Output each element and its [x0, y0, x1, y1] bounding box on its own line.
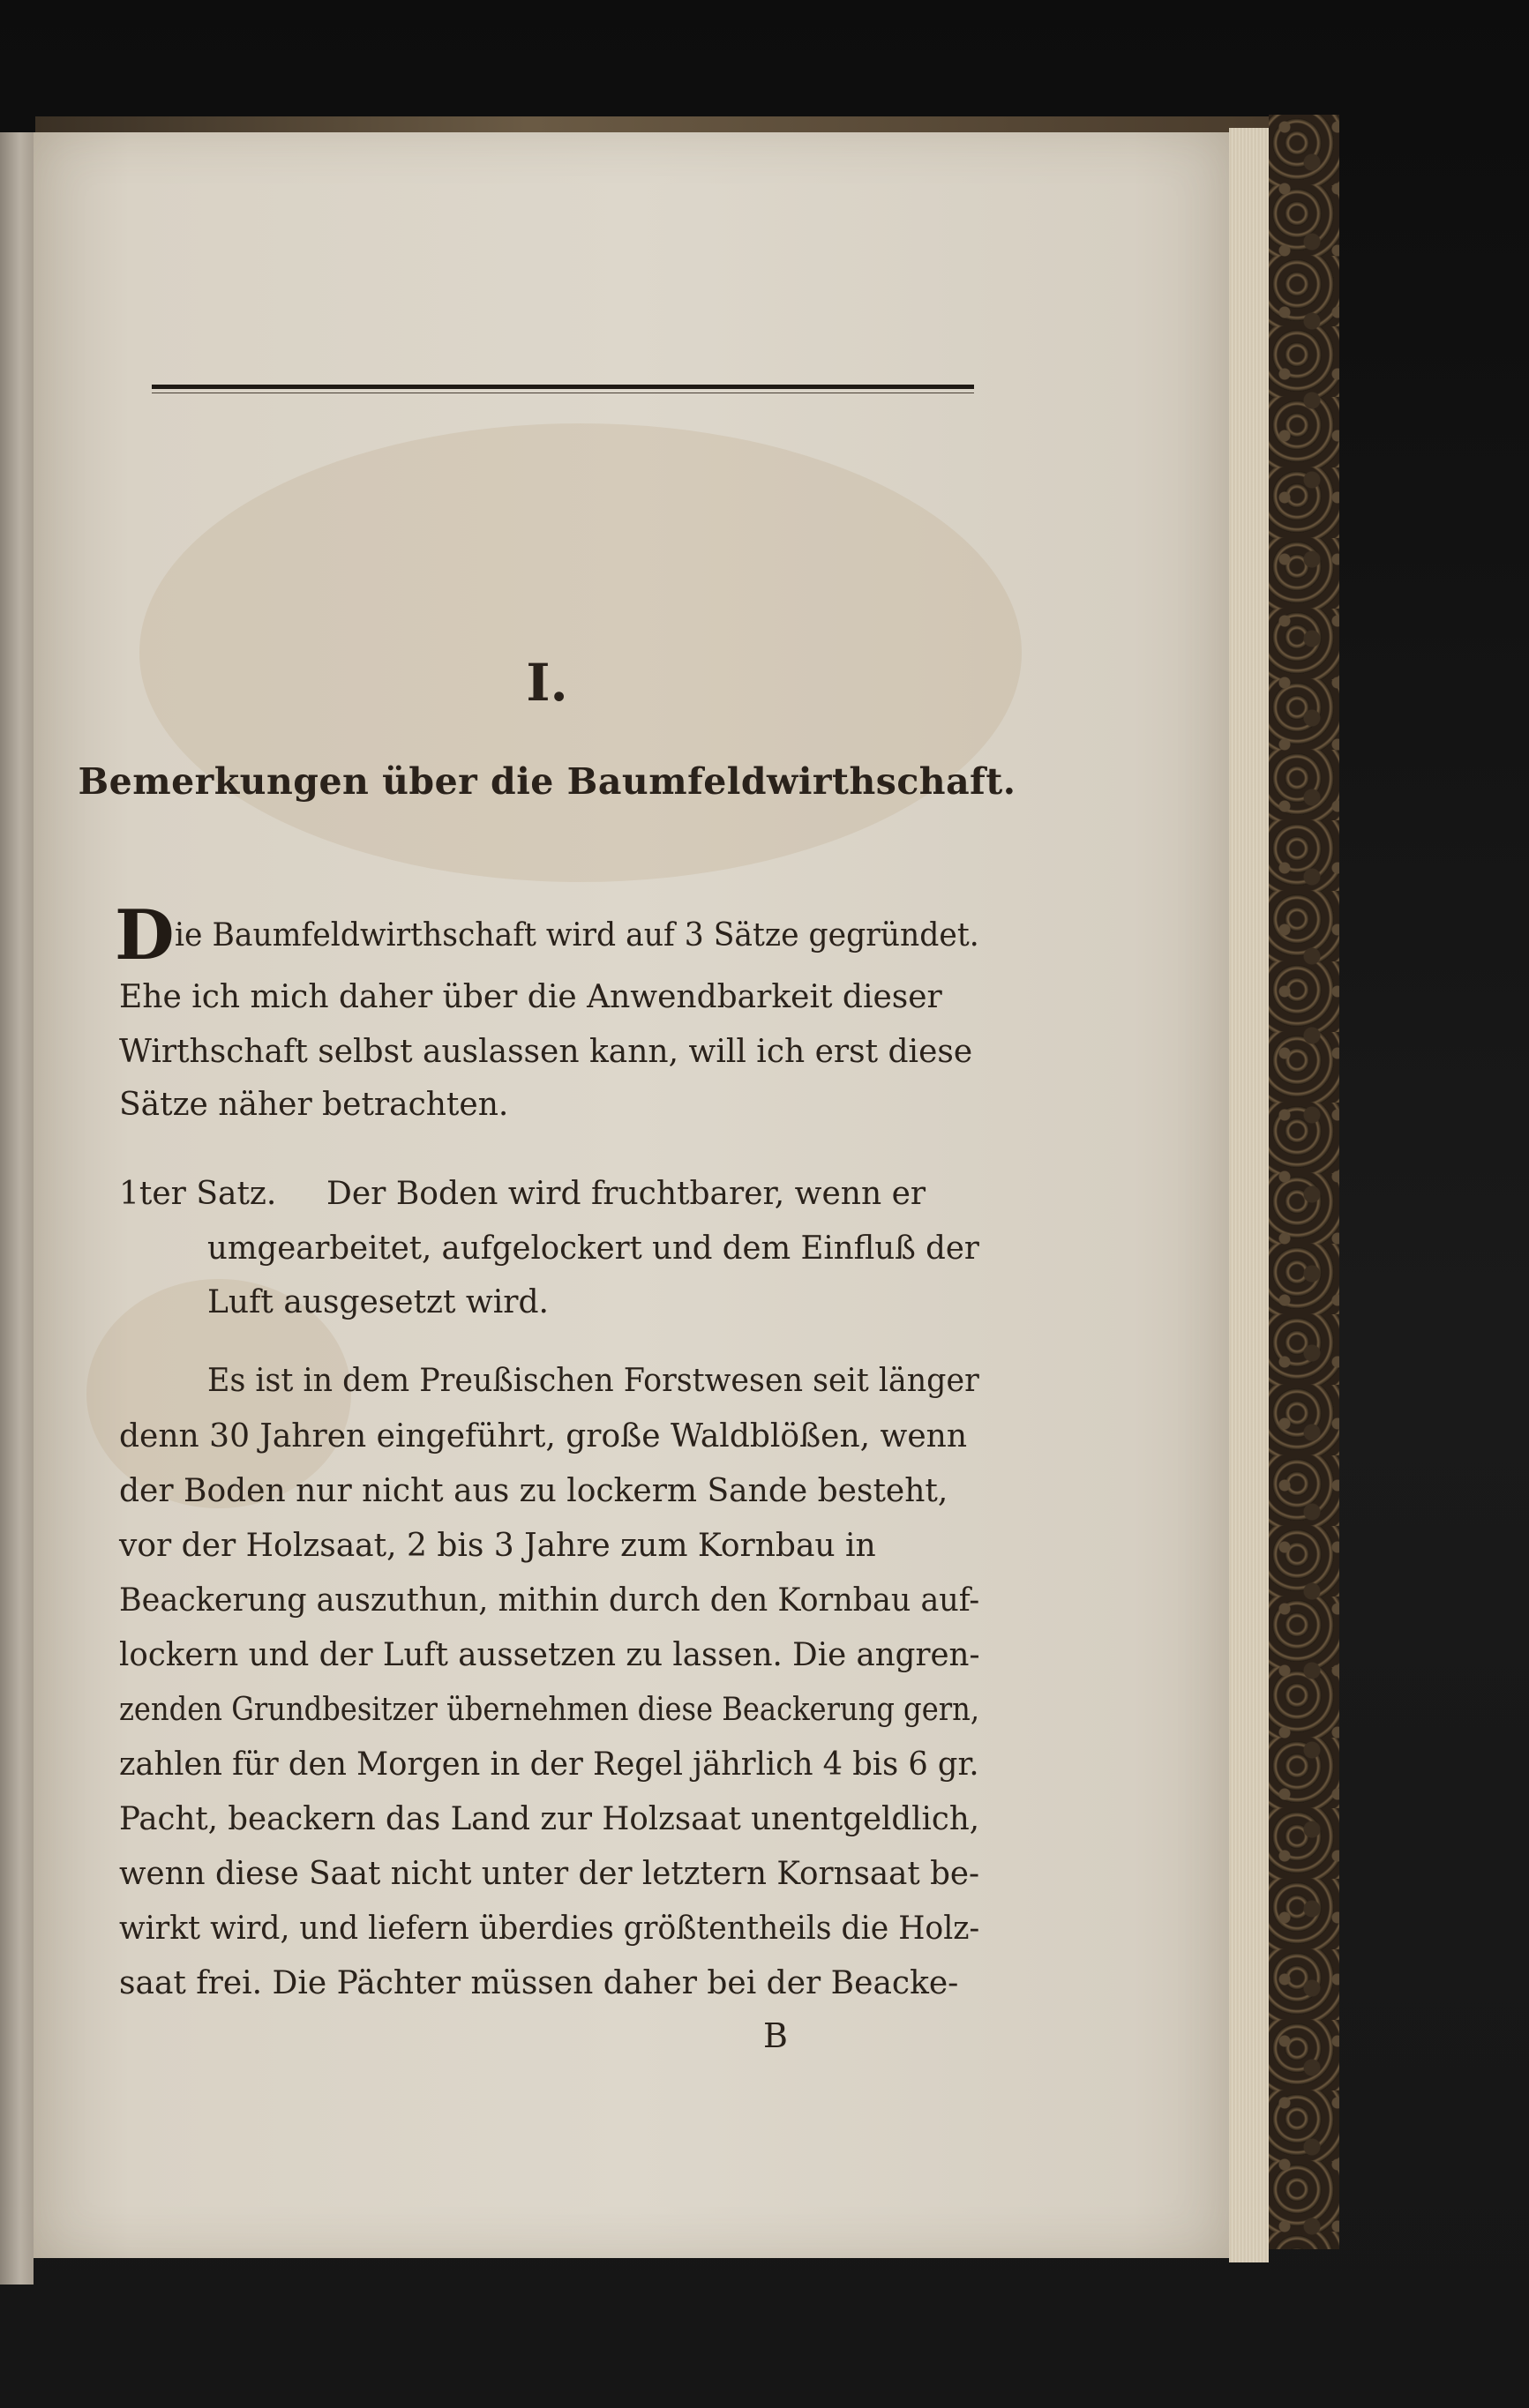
body-line: denn 30 Jahren eingeführt, große Waldblößen, wenn [119, 1418, 968, 1455]
body-line: Pacht, beackern das Land zur Holzsaat unentgeldlich, [119, 1801, 980, 1837]
catchword: B [763, 2016, 788, 2055]
body-line: wenn diese Saat nicht unter der letztern Kornsaat be- [119, 1856, 980, 1892]
drop-cap: D [115, 895, 175, 976]
intro-line: ie Baumfeldwirthschaft wird auf 3 Sätze gegründet. [175, 917, 979, 953]
page-block-edge [1229, 128, 1269, 2262]
rule-label: 1ter Satz. [119, 1176, 277, 1212]
left-page-edge [0, 132, 34, 2285]
intro-line: Sätze näher betrachten. [119, 1087, 509, 1123]
body-line: saat frei. Die Pächter müssen daher bei der Beacke- [119, 1965, 959, 2001]
body-line: Es ist in dem Preußischen Forstwesen seit länger [207, 1363, 979, 1399]
body-line: zenden Grundbesitzer übernehmen diese Beackerung gern, [119, 1692, 980, 1728]
body-line: der Boden nur nicht aus zu lockerm Sande besteht, [119, 1473, 948, 1509]
body-line: zahlen für den Morgen in der Regel jährlich 4 bis 6 gr. [119, 1746, 979, 1783]
body-line: vor der Holzsaat, 2 bis 3 Jahre zum Kornbau in [119, 1528, 876, 1564]
header-rule [152, 385, 974, 389]
body-line: lockern und der Luft aussetzen zu lassen. Die angren- [119, 1637, 980, 1673]
body-line: Beackerung auszuthun, mithin durch den Kornbau auf- [119, 1582, 980, 1619]
rule-line: Der Boden wird fruchtbarer, wenn er [326, 1176, 926, 1212]
rule-line: umgearbeitet, aufgelockert und dem Einfluß der [207, 1230, 979, 1267]
chapter-number: I. [526, 653, 568, 713]
intro-line: Ehe ich mich daher über die Anwendbarkeit dieser [119, 979, 942, 1015]
chapter-title: Bemerkungen über die Baumfeldwirthschaft. [78, 760, 1016, 803]
intro-line: Wirthschaft selbst auslassen kann, will ich erst diese [119, 1034, 973, 1070]
body-line: wirkt wird, und liefern überdies größtentheils die Holz- [119, 1911, 980, 1947]
rule-line: Luft ausgesetzt wird. [207, 1284, 549, 1320]
marbled-cover [1269, 115, 1339, 2249]
